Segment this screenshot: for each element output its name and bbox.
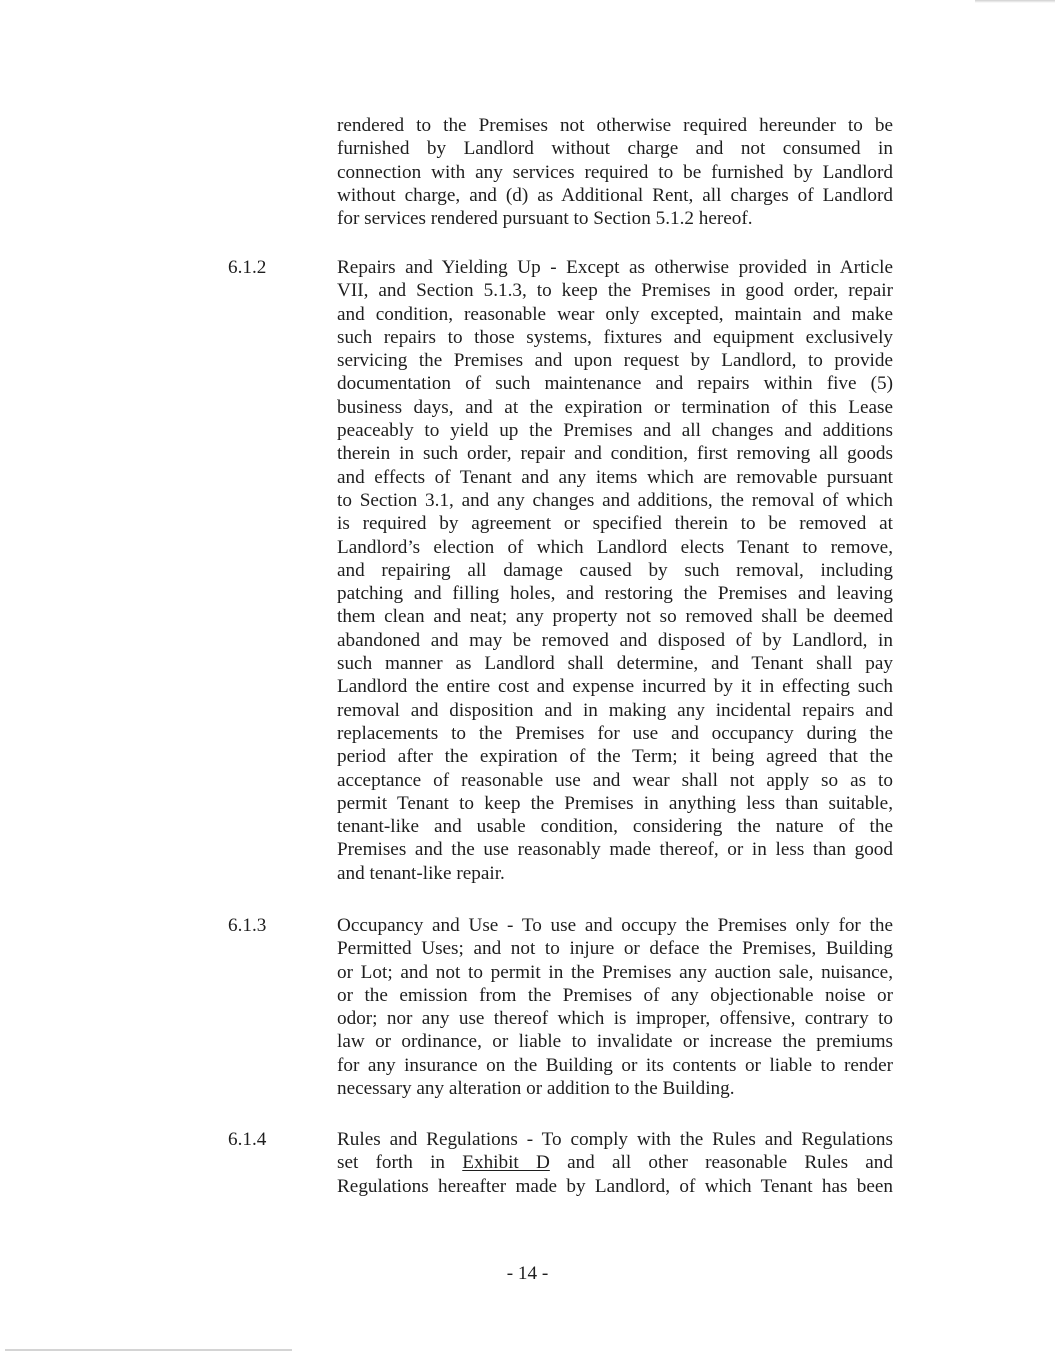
text-line: furnished by Landlord without charge and not consumed in	[337, 138, 893, 160]
text-line: acceptance of reasonable use and wear shall not apply so as to	[337, 769, 893, 791]
text-segment: and all other reasonable Rules and	[549, 1152, 893, 1174]
text-line: and repairing all damage caused by such removal, including	[337, 559, 893, 581]
text-line: without charge, and (d) as Additional Rent, all charges of Landlord	[337, 184, 893, 206]
text-segment: set forth in	[337, 1152, 463, 1174]
text-line: documentation of such maintenance and repairs within five (5)	[337, 373, 893, 395]
section-number-6-1-4: 6.1.4	[228, 1129, 267, 1150]
text-line: Regulations hereafter made by Landlord, of which Tenant has been	[337, 1175, 893, 1197]
text-line: replacements to the Premises for use and occupancy during the	[337, 722, 893, 744]
section-number-6-1-3: 6.1.3	[228, 915, 267, 936]
scan-edge-shadow	[975, 0, 1055, 3]
text-line: abandoned and may be removed and disposed of by Landlord, in	[337, 629, 893, 651]
section-6-1-2-text	[337, 256, 893, 885]
text-line: such manner as Landlord shall determine, and Tenant shall pay	[337, 653, 893, 675]
text-line: is required by agreement or specified therein to be removed at	[337, 513, 893, 535]
text-line: or Lot; and not to permit in the Premises any auction sale, nuisance,	[337, 961, 893, 983]
text-line: servicing the Premises and upon request by Landlord, to provide	[337, 350, 893, 372]
text-line: connection with any services required to be furnished by Landlord	[337, 161, 893, 183]
text-line: and tenant-like repair.	[337, 862, 505, 884]
text-line: rendered to the Premises not otherwise required hereunder to be	[337, 115, 893, 136]
section-6-1-3-text	[337, 914, 893, 1100]
text-line: business days, and at the expiration or termination of this Lease	[337, 396, 893, 418]
scan-bottom-edge	[5, 1349, 292, 1351]
text-line: tenant-like and usable condition, considering the nature of the	[337, 816, 893, 838]
text-line: therein in such order, repair and condition, first removing all goods	[337, 443, 893, 465]
text-line: VII, and Section 5.1.3, to keep the Premises in good order, repair	[337, 280, 893, 302]
text-line: necessary any alteration or addition to the Building.	[337, 1078, 735, 1100]
text-line: to Section 3.1, and any changes and additions, the removal of which	[337, 489, 893, 511]
section-6-1-4-text	[337, 1128, 893, 1198]
text-line: for any insurance on the Building or its contents or liable to render	[337, 1054, 893, 1076]
text-line: such repairs to those systems, fixtures and equipment exclusively	[337, 326, 893, 348]
text-line: and condition, reasonable wear only excepted, maintain and make	[337, 303, 893, 325]
text-line: removal and disposition and in making any incidental repairs and	[337, 699, 893, 721]
text-line: and effects of Tenant and any items which are removable pursuant	[337, 466, 893, 488]
text-line: period after the expiration of the Term; it being agreed that the	[337, 746, 893, 768]
text-line: patching and filling holes, and restoring the Premises and leaving	[337, 583, 893, 605]
intro-paragraph	[337, 114, 893, 230]
section-number-6-1-2: 6.1.2	[228, 257, 267, 278]
text-line: them clean and neat; any property not so removed shall be deemed	[337, 606, 893, 628]
text-line: Landlord the entire cost and expense incurred by it in effecting such	[337, 676, 893, 698]
exhibit-d-reference: Exhibit D	[462, 1152, 550, 1174]
text-line: Occupancy and Use - To use and occupy the Premises only for the	[337, 915, 893, 936]
text-line: for services rendered pursuant to Section 5.1.2 hereof.	[337, 208, 753, 230]
text-line: Landlord’s election of which Landlord elects Tenant to remove,	[337, 536, 893, 558]
text-line: permit Tenant to keep the Premises in anything less than suitable,	[337, 792, 893, 814]
text-line: Repairs and Yielding Up - Except as otherwise provided in Article	[337, 257, 893, 278]
text-line: peaceably to yield up the Premises and all changes and additions	[337, 420, 893, 442]
text-line: Premises and the use reasonably made thereof, or in less than good	[337, 839, 893, 861]
text-line: odor; nor any use thereof which is improper, offensive, contrary to	[337, 1008, 893, 1030]
page-number: - 14 -	[506, 1263, 549, 1284]
text-line: or the emission from the Premises of any objectionable noise or	[337, 984, 893, 1006]
text-line	[337, 1151, 893, 1174]
text-line: Rules and Regulations - To comply with the Rules and Regulations	[337, 1129, 893, 1150]
text-line: Permitted Uses; and not to injure or deface the Premises, Building	[337, 938, 893, 960]
text-line: law or ordinance, or liable to invalidate or increase the premiums	[337, 1031, 893, 1053]
